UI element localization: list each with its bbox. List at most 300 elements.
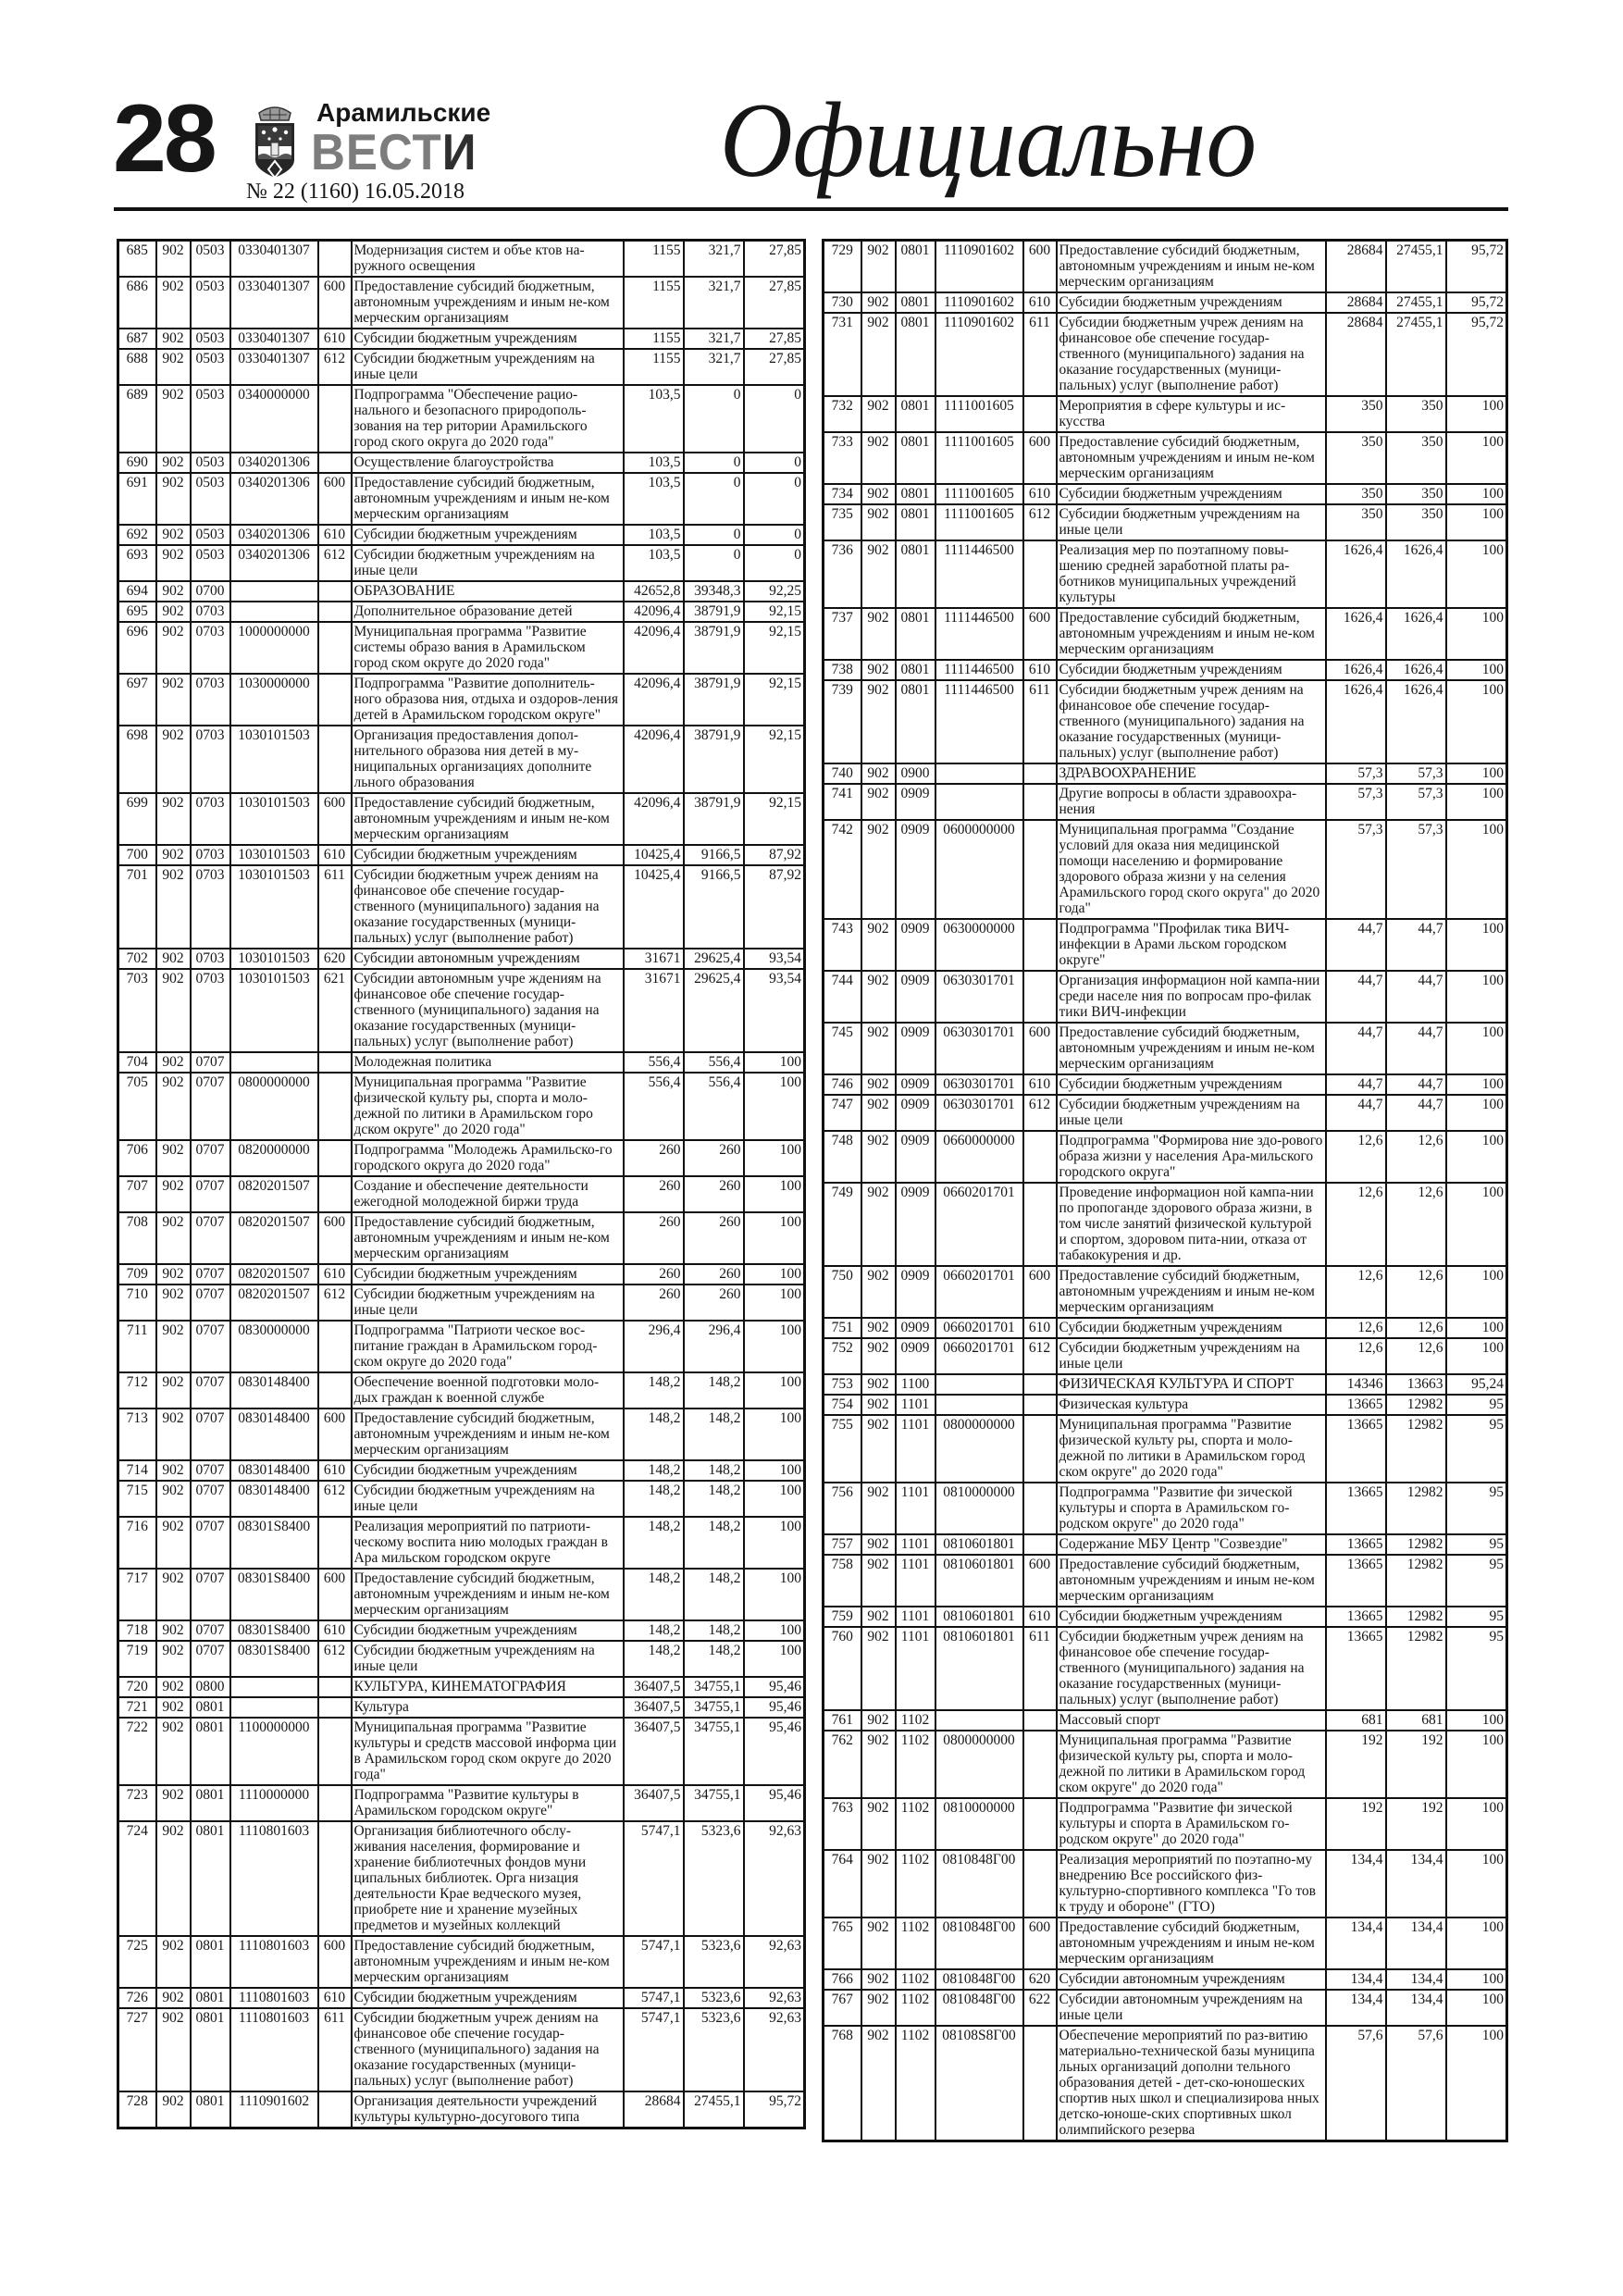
fact-amount-cell: 0 bbox=[684, 545, 744, 581]
expense-type-cell: 612 bbox=[318, 1285, 352, 1321]
table-row bbox=[824, 660, 1507, 680]
section-code-cell: 0703 bbox=[191, 969, 230, 1052]
header-divider bbox=[114, 207, 1508, 211]
expense-type-cell: 600 bbox=[1023, 1555, 1057, 1607]
target-article-cell: 0810848Г00 bbox=[935, 1990, 1023, 2026]
percent-cell: 95 bbox=[1446, 1627, 1507, 1710]
grbs-code-cell: 902 bbox=[156, 949, 191, 969]
grbs-code-cell: 902 bbox=[861, 313, 896, 396]
target-article-cell: 1111446500 bbox=[935, 660, 1023, 680]
table-row bbox=[118, 1285, 805, 1321]
section-code-cell: 0503 bbox=[191, 277, 230, 329]
plan-amount-cell: 13665 bbox=[1326, 1483, 1386, 1534]
fact-amount-cell: 1626,4 bbox=[1386, 680, 1446, 763]
expense-type-cell: 612 bbox=[318, 349, 352, 385]
fact-amount-cell: 134,4 bbox=[1386, 1969, 1446, 1990]
target-article-cell: 1110901602 bbox=[935, 313, 1023, 396]
plan-amount-cell: 260 bbox=[624, 1264, 684, 1285]
table-row bbox=[118, 2008, 805, 2091]
target-article-cell: 0810601801 bbox=[935, 1627, 1023, 1710]
section-code-cell: 0900 bbox=[896, 763, 935, 784]
fact-amount-cell: 321,7 bbox=[684, 329, 744, 349]
expense-name-cell: Предоставление субсидий бюджетным, автономным учреждениям и иным не-ком мерческим организациям bbox=[1057, 1917, 1326, 1969]
plan-amount-cell: 103,5 bbox=[624, 525, 684, 545]
expense-name-cell: Субсидии бюджетным учреждениям на иные цели bbox=[352, 1481, 624, 1517]
fact-amount-cell: 321,7 bbox=[684, 349, 744, 385]
expense-name-cell: Субсидии бюджетным учреждениям bbox=[352, 1620, 624, 1641]
section-code-cell: 0707 bbox=[191, 1409, 230, 1460]
expense-name-cell: Предоставление субсидий бюджетным, автономным учреждениям и иным не-ком мерческим организациям bbox=[352, 1212, 624, 1264]
percent-cell: 95 bbox=[1446, 1395, 1507, 1415]
plan-amount-cell: 134,4 bbox=[1326, 1917, 1386, 1969]
section-code-cell: 0909 bbox=[896, 1266, 935, 1318]
percent-cell: 100 bbox=[744, 1620, 805, 1641]
row-number-cell: 757 bbox=[824, 1534, 861, 1555]
section-code-cell: 0909 bbox=[896, 1074, 935, 1095]
grbs-code-cell: 902 bbox=[156, 1264, 191, 1285]
row-number-cell: 768 bbox=[824, 2026, 861, 2141]
fact-amount-cell: 350 bbox=[1386, 484, 1446, 504]
section-code-cell: 0801 bbox=[191, 1988, 230, 2008]
expense-name-cell: Предоставление субсидий бюджетным, автономным учреждениям и иным не-ком мерческим организациям bbox=[352, 473, 624, 525]
percent-cell: 100 bbox=[1446, 919, 1507, 971]
target-article-cell: 1111446500 bbox=[935, 608, 1023, 660]
plan-amount-cell: 148,2 bbox=[624, 1409, 684, 1460]
grbs-code-cell: 902 bbox=[156, 1140, 191, 1176]
fact-amount-cell: 29625,4 bbox=[684, 949, 744, 969]
plan-amount-cell: 13665 bbox=[1326, 1607, 1386, 1627]
expense-name-cell: Субсидии бюджетным учреждениям bbox=[1057, 292, 1326, 313]
fact-amount-cell: 57,6 bbox=[1386, 2026, 1446, 2141]
grbs-code-cell: 902 bbox=[861, 396, 896, 432]
expense-name-cell: Создание и обеспечение деятельности ежегодной молодежной биржи труда bbox=[352, 1176, 624, 1212]
target-article-cell: 1110901602 bbox=[230, 2091, 318, 2128]
expense-type-cell: 610 bbox=[318, 1620, 352, 1641]
row-number-cell: 747 bbox=[824, 1095, 861, 1131]
target-article-cell bbox=[935, 1395, 1023, 1415]
percent-cell: 27,85 bbox=[744, 241, 805, 278]
row-number-cell: 734 bbox=[824, 484, 861, 504]
percent-cell: 100 bbox=[1446, 1969, 1507, 1990]
fact-amount-cell: 5323,6 bbox=[684, 1936, 744, 1988]
row-number-cell: 753 bbox=[824, 1374, 861, 1395]
plan-amount-cell: 148,2 bbox=[624, 1481, 684, 1517]
expense-type-cell bbox=[318, 622, 352, 674]
grbs-code-cell: 902 bbox=[156, 385, 191, 453]
expense-name-cell: Субсидии бюджетным учреждениям bbox=[352, 1264, 624, 1285]
section-code-cell: 0707 bbox=[191, 1641, 230, 1677]
table-row bbox=[118, 1988, 805, 2008]
percent-cell: 100 bbox=[1446, 1338, 1507, 1374]
target-article-cell: 0660201701 bbox=[935, 1266, 1023, 1318]
expense-name-cell: Реализация мероприятий по патриоти-ческому воспита нию молодых граждан в Ара мильском городском округе bbox=[352, 1517, 624, 1569]
grbs-code-cell: 902 bbox=[861, 484, 896, 504]
table-row bbox=[824, 1374, 1507, 1395]
percent-cell: 95,46 bbox=[744, 1697, 805, 1718]
section-code-cell: 1102 bbox=[896, 1731, 935, 1798]
target-article-cell bbox=[935, 784, 1023, 820]
plan-amount-cell: 28684 bbox=[1326, 313, 1386, 396]
table-row bbox=[824, 1318, 1507, 1338]
row-number-cell: 695 bbox=[118, 602, 156, 622]
expense-name-cell: Культура bbox=[352, 1697, 624, 1718]
grbs-code-cell: 902 bbox=[861, 1710, 896, 1731]
target-article-cell bbox=[935, 763, 1023, 784]
section-code-cell: 0707 bbox=[191, 1372, 230, 1409]
grbs-code-cell: 902 bbox=[156, 1821, 191, 1936]
expense-name-cell: Обеспечение военной подготовки моло-дых граждан к военной службе bbox=[352, 1372, 624, 1409]
expense-type-cell bbox=[318, 1677, 352, 1697]
percent-cell: 0 bbox=[744, 473, 805, 525]
target-article-cell: 0330401307 bbox=[230, 349, 318, 385]
expense-name-cell: Подпрограмма "Профилак тика ВИЧ-инфекции в Арами льском городском округе" bbox=[1057, 919, 1326, 971]
section-code-cell: 0800 bbox=[191, 1677, 230, 1697]
table-row bbox=[118, 1052, 805, 1073]
row-number-cell: 723 bbox=[118, 1785, 156, 1821]
fact-amount-cell: 1626,4 bbox=[1386, 660, 1446, 680]
expense-name-cell: Модернизация систем и объе ктов на-ружного освещения bbox=[352, 241, 624, 278]
grbs-code-cell: 902 bbox=[861, 1266, 896, 1318]
table-row bbox=[824, 396, 1507, 432]
expense-type-cell: 610 bbox=[318, 845, 352, 865]
section-code-cell: 0707 bbox=[191, 1620, 230, 1641]
plan-amount-cell: 350 bbox=[1326, 396, 1386, 432]
target-article-cell bbox=[230, 1052, 318, 1073]
plan-amount-cell: 296,4 bbox=[624, 1321, 684, 1372]
fact-amount-cell: 148,2 bbox=[684, 1460, 744, 1481]
fact-amount-cell: 148,2 bbox=[684, 1569, 744, 1620]
target-article-cell: 1110801603 bbox=[230, 1936, 318, 1988]
grbs-code-cell: 902 bbox=[156, 1697, 191, 1718]
row-number-cell: 728 bbox=[118, 2091, 156, 2128]
expense-type-cell bbox=[318, 1718, 352, 1785]
percent-cell: 95,72 bbox=[1446, 313, 1507, 396]
table-row bbox=[118, 845, 805, 865]
fact-amount-cell: 12982 bbox=[1386, 1534, 1446, 1555]
section-code-cell: 0503 bbox=[191, 525, 230, 545]
fact-amount-cell: 321,7 bbox=[684, 277, 744, 329]
expense-type-cell bbox=[318, 1517, 352, 1569]
expense-type-cell: 610 bbox=[1023, 1318, 1057, 1338]
percent-cell: 100 bbox=[744, 1321, 805, 1372]
grbs-code-cell: 902 bbox=[156, 2008, 191, 2091]
expense-type-cell: 600 bbox=[318, 793, 352, 845]
expense-type-cell bbox=[1023, 540, 1057, 608]
grbs-code-cell: 902 bbox=[861, 1798, 896, 1850]
row-number-cell: 716 bbox=[118, 1517, 156, 1569]
grbs-code-cell: 902 bbox=[156, 241, 191, 278]
percent-cell: 100 bbox=[744, 1052, 805, 1073]
plan-amount-cell: 42096,4 bbox=[624, 726, 684, 793]
plan-amount-cell: 13665 bbox=[1326, 1415, 1386, 1483]
target-article-cell: 0660201701 bbox=[935, 1183, 1023, 1266]
plan-amount-cell: 44,7 bbox=[1326, 919, 1386, 971]
expense-name-cell: Субсидии бюджетным учреждениям bbox=[1057, 1607, 1326, 1627]
fact-amount-cell: 260 bbox=[684, 1176, 744, 1212]
section-code-cell: 0707 bbox=[191, 1052, 230, 1073]
grbs-code-cell: 902 bbox=[156, 1321, 191, 1372]
section-code-cell: 0707 bbox=[191, 1212, 230, 1264]
expense-type-cell bbox=[318, 1073, 352, 1140]
target-article-cell: 0810000000 bbox=[935, 1483, 1023, 1534]
plan-amount-cell: 13665 bbox=[1326, 1627, 1386, 1710]
grbs-code-cell: 902 bbox=[861, 1415, 896, 1483]
expense-type-cell: 610 bbox=[1023, 1607, 1057, 1627]
target-article-cell: 1030101503 bbox=[230, 793, 318, 845]
plan-amount-cell: 57,3 bbox=[1326, 763, 1386, 784]
plan-amount-cell: 681 bbox=[1326, 1710, 1386, 1731]
row-number-cell: 685 bbox=[118, 241, 156, 278]
budget-table-right bbox=[822, 239, 1508, 2142]
table-row bbox=[118, 545, 805, 581]
expense-type-cell: 611 bbox=[1023, 1627, 1057, 1710]
expense-name-cell: Муниципальная программа "Развитие физической культу ры, спорта и моло-дежной по литики в Арамильском горо дском округе" до 2020 года" bbox=[352, 1073, 624, 1140]
expense-name-cell: Предоставление субсидий бюджетным, автономным учреждениям и иным не-ком мерческим организациям bbox=[1057, 432, 1326, 484]
percent-cell: 100 bbox=[744, 1460, 805, 1481]
expense-type-cell bbox=[318, 674, 352, 726]
table-row bbox=[824, 1338, 1507, 1374]
row-number-cell: 703 bbox=[118, 969, 156, 1052]
expense-type-cell: 612 bbox=[318, 1481, 352, 1517]
expense-name-cell: Подпрограмма "Развитие дополнитель-ного образова ния, отдыха и оздоров-ления детей в Арамильском городском округе" bbox=[352, 674, 624, 726]
target-article-cell: 1030101503 bbox=[230, 726, 318, 793]
expense-name-cell: Субсидии автономным учреждениям на иные цели bbox=[1057, 1990, 1326, 2026]
table-row bbox=[118, 453, 805, 473]
table-row bbox=[118, 1936, 805, 1988]
plan-amount-cell: 148,2 bbox=[624, 1372, 684, 1409]
percent-cell: 0 bbox=[744, 453, 805, 473]
row-number-cell: 713 bbox=[118, 1409, 156, 1460]
grbs-code-cell: 902 bbox=[861, 1374, 896, 1395]
expense-type-cell: 612 bbox=[318, 1641, 352, 1677]
plan-amount-cell: 1155 bbox=[624, 349, 684, 385]
grbs-code-cell: 902 bbox=[156, 473, 191, 525]
fact-amount-cell: 1626,4 bbox=[1386, 608, 1446, 660]
coat-of-arms-icon bbox=[252, 102, 298, 184]
section-code-cell: 0801 bbox=[191, 1697, 230, 1718]
fact-amount-cell: 681 bbox=[1386, 1710, 1446, 1731]
fact-amount-cell: 39348,3 bbox=[684, 581, 744, 602]
table-row bbox=[118, 1321, 805, 1372]
row-number-cell: 710 bbox=[118, 1285, 156, 1321]
fact-amount-cell: 12,6 bbox=[1386, 1266, 1446, 1318]
row-number-cell: 745 bbox=[824, 1023, 861, 1074]
target-article-cell bbox=[230, 581, 318, 602]
expense-type-cell: 612 bbox=[1023, 1338, 1057, 1374]
fact-amount-cell: 260 bbox=[684, 1212, 744, 1264]
table-row bbox=[118, 349, 805, 385]
fact-amount-cell: 260 bbox=[684, 1140, 744, 1176]
table-row bbox=[118, 674, 805, 726]
fact-amount-cell: 38791,9 bbox=[684, 622, 744, 674]
budget-table-left-body bbox=[118, 241, 805, 2128]
expense-type-cell: 610 bbox=[318, 1460, 352, 1481]
grbs-code-cell: 902 bbox=[156, 1936, 191, 1988]
percent-cell: 100 bbox=[1446, 432, 1507, 484]
table-row bbox=[824, 971, 1507, 1023]
target-article-cell: 0660000000 bbox=[935, 1131, 1023, 1183]
percent-cell: 92,15 bbox=[744, 622, 805, 674]
grbs-code-cell: 902 bbox=[861, 1074, 896, 1095]
plan-amount-cell: 5747,1 bbox=[624, 1821, 684, 1936]
table-row bbox=[824, 1074, 1507, 1095]
table-row bbox=[824, 1607, 1507, 1627]
expense-type-cell bbox=[318, 602, 352, 622]
section-code-cell: 0801 bbox=[896, 504, 935, 540]
grbs-code-cell: 902 bbox=[156, 674, 191, 726]
table-row bbox=[118, 473, 805, 525]
table-row bbox=[118, 241, 805, 278]
grbs-code-cell: 902 bbox=[861, 919, 896, 971]
percent-cell: 100 bbox=[1446, 540, 1507, 608]
section-code-cell: 0503 bbox=[191, 453, 230, 473]
section-code-cell: 0707 bbox=[191, 1073, 230, 1140]
plan-amount-cell: 134,4 bbox=[1326, 1990, 1386, 2026]
plan-amount-cell: 42096,4 bbox=[624, 793, 684, 845]
row-number-cell: 756 bbox=[824, 1483, 861, 1534]
fact-amount-cell: 13663 bbox=[1386, 1374, 1446, 1395]
row-number-cell: 744 bbox=[824, 971, 861, 1023]
expense-name-cell: Субсидии бюджетным учреждениям bbox=[352, 329, 624, 349]
grbs-code-cell: 902 bbox=[861, 2026, 896, 2141]
row-number-cell: 720 bbox=[118, 1677, 156, 1697]
target-article-cell: 1111001605 bbox=[935, 432, 1023, 484]
fact-amount-cell: 44,7 bbox=[1386, 1023, 1446, 1074]
section-code-cell: 0707 bbox=[191, 1285, 230, 1321]
percent-cell: 95 bbox=[1446, 1555, 1507, 1607]
table-row bbox=[118, 1620, 805, 1641]
section-code-cell: 0801 bbox=[896, 484, 935, 504]
section-code-cell: 0503 bbox=[191, 241, 230, 278]
expense-type-cell bbox=[1023, 1131, 1057, 1183]
plan-amount-cell: 192 bbox=[1326, 1731, 1386, 1798]
section-code-cell: 0909 bbox=[896, 784, 935, 820]
percent-cell: 100 bbox=[1446, 660, 1507, 680]
table-row bbox=[118, 602, 805, 622]
target-article-cell: 0330401307 bbox=[230, 241, 318, 278]
grbs-code-cell: 902 bbox=[861, 608, 896, 660]
target-article-cell: 08301S8400 bbox=[230, 1569, 318, 1620]
expense-type-cell bbox=[1023, 971, 1057, 1023]
percent-cell: 100 bbox=[1446, 1731, 1507, 1798]
target-article-cell: 0340000000 bbox=[230, 385, 318, 453]
percent-cell: 95,46 bbox=[744, 1677, 805, 1697]
plan-amount-cell: 103,5 bbox=[624, 385, 684, 453]
section-code-cell: 1101 bbox=[896, 1483, 935, 1534]
expense-type-cell: 610 bbox=[1023, 1074, 1057, 1095]
expense-name-cell: Предоставление субсидий бюджетным, автономным учреждениям и иным не-ком мерческим организациям bbox=[1057, 1555, 1326, 1607]
target-article-cell: 1030101503 bbox=[230, 845, 318, 865]
grbs-code-cell: 902 bbox=[861, 680, 896, 763]
table-row bbox=[824, 1731, 1507, 1798]
section-code-cell: 0909 bbox=[896, 1318, 935, 1338]
section-code-cell: 1102 bbox=[896, 1710, 935, 1731]
plan-amount-cell: 10425,4 bbox=[624, 865, 684, 949]
section-code-cell: 0707 bbox=[191, 1569, 230, 1620]
percent-cell: 92,63 bbox=[744, 2008, 805, 2091]
expense-type-cell: 600 bbox=[318, 473, 352, 525]
section-code-cell: 0801 bbox=[191, 2008, 230, 2091]
fact-amount-cell: 0 bbox=[684, 385, 744, 453]
grbs-code-cell: 902 bbox=[861, 241, 896, 293]
row-number-cell: 687 bbox=[118, 329, 156, 349]
grbs-code-cell: 902 bbox=[156, 545, 191, 581]
grbs-code-cell: 902 bbox=[156, 329, 191, 349]
target-article-cell: 0340201306 bbox=[230, 453, 318, 473]
target-article-cell: 08301S8400 bbox=[230, 1641, 318, 1677]
table-row bbox=[118, 1517, 805, 1569]
plan-amount-cell: 1626,4 bbox=[1326, 660, 1386, 680]
row-number-cell: 708 bbox=[118, 1212, 156, 1264]
plan-amount-cell: 1155 bbox=[624, 277, 684, 329]
percent-cell: 100 bbox=[1446, 1183, 1507, 1266]
budget-table-right-body bbox=[824, 241, 1507, 2141]
section-code-cell: 0801 bbox=[896, 241, 935, 293]
section-code-cell: 0503 bbox=[191, 385, 230, 453]
expense-name-cell: Подпрограмма "Молодежь Арамильско-го городского округа до 2020 года" bbox=[352, 1140, 624, 1176]
expense-name-cell: Молодежная политика bbox=[352, 1052, 624, 1073]
expense-type-cell bbox=[1023, 1483, 1057, 1534]
row-number-cell: 766 bbox=[824, 1969, 861, 1990]
percent-cell: 92,15 bbox=[744, 602, 805, 622]
fact-amount-cell: 192 bbox=[1386, 1731, 1446, 1798]
percent-cell: 93,54 bbox=[744, 949, 805, 969]
plan-amount-cell: 1155 bbox=[624, 241, 684, 278]
expense-name-cell: Другие вопросы в области здравоохра-нения bbox=[1057, 784, 1326, 820]
target-article-cell: 0340201306 bbox=[230, 473, 318, 525]
expense-name-cell: Подпрограмма "Развитие культуры в Арамильском городском округе" bbox=[352, 1785, 624, 1821]
section-code-cell: 0909 bbox=[896, 971, 935, 1023]
grbs-code-cell: 902 bbox=[156, 1052, 191, 1073]
plan-amount-cell: 260 bbox=[624, 1140, 684, 1176]
fact-amount-cell: 296,4 bbox=[684, 1321, 744, 1372]
table-row bbox=[118, 1569, 805, 1620]
percent-cell: 95 bbox=[1446, 1483, 1507, 1534]
expense-type-cell: 600 bbox=[318, 1212, 352, 1264]
section-code-cell: 0909 bbox=[896, 1023, 935, 1074]
plan-amount-cell: 103,5 bbox=[624, 473, 684, 525]
percent-cell: 27,85 bbox=[744, 329, 805, 349]
table-row bbox=[118, 1073, 805, 1140]
percent-cell: 100 bbox=[1446, 2026, 1507, 2141]
fact-amount-cell: 44,7 bbox=[1386, 1095, 1446, 1131]
expense-name-cell: Субсидии бюджетным учреждениям на иные цели bbox=[1057, 504, 1326, 540]
target-article-cell: 1111446500 bbox=[935, 680, 1023, 763]
expense-type-cell: 620 bbox=[1023, 1969, 1057, 1990]
table-row bbox=[824, 1555, 1507, 1607]
section-code-cell: 0707 bbox=[191, 1481, 230, 1517]
grbs-code-cell: 902 bbox=[861, 1850, 896, 1917]
target-article-cell: 0810601801 bbox=[935, 1607, 1023, 1627]
percent-cell: 92,15 bbox=[744, 793, 805, 845]
expense-type-cell: 611 bbox=[318, 865, 352, 949]
section-code-cell: 0801 bbox=[191, 1718, 230, 1785]
expense-name-cell: Субсидии автономным учре ждениям на финансовое обе спечение государ-ственного (муниципального) задания на оказание государственных (муници-пальных) услуг (выполнение работ) bbox=[352, 969, 624, 1052]
fact-amount-cell: 12982 bbox=[1386, 1627, 1446, 1710]
row-number-cell: 752 bbox=[824, 1338, 861, 1374]
expense-type-cell bbox=[1023, 1798, 1057, 1850]
fact-amount-cell: 5323,6 bbox=[684, 2008, 744, 2091]
expense-name-cell: Субсидии бюджетным учреж дениям на финансовое обе спечение государ-ственного (муниципального) задания на оказание государственных (муници-пальных) услуг (выполнение работ) bbox=[1057, 313, 1326, 396]
expense-name-cell: Субсидии бюджетным учреждениям bbox=[352, 845, 624, 865]
row-number-cell: 767 bbox=[824, 1990, 861, 2026]
section-code-cell: 0909 bbox=[896, 1131, 935, 1183]
expense-type-cell: 612 bbox=[318, 545, 352, 581]
plan-amount-cell: 42652,8 bbox=[624, 581, 684, 602]
plan-amount-cell: 1155 bbox=[624, 329, 684, 349]
percent-cell: 100 bbox=[1446, 1318, 1507, 1338]
fact-amount-cell: 134,4 bbox=[1386, 1917, 1446, 1969]
